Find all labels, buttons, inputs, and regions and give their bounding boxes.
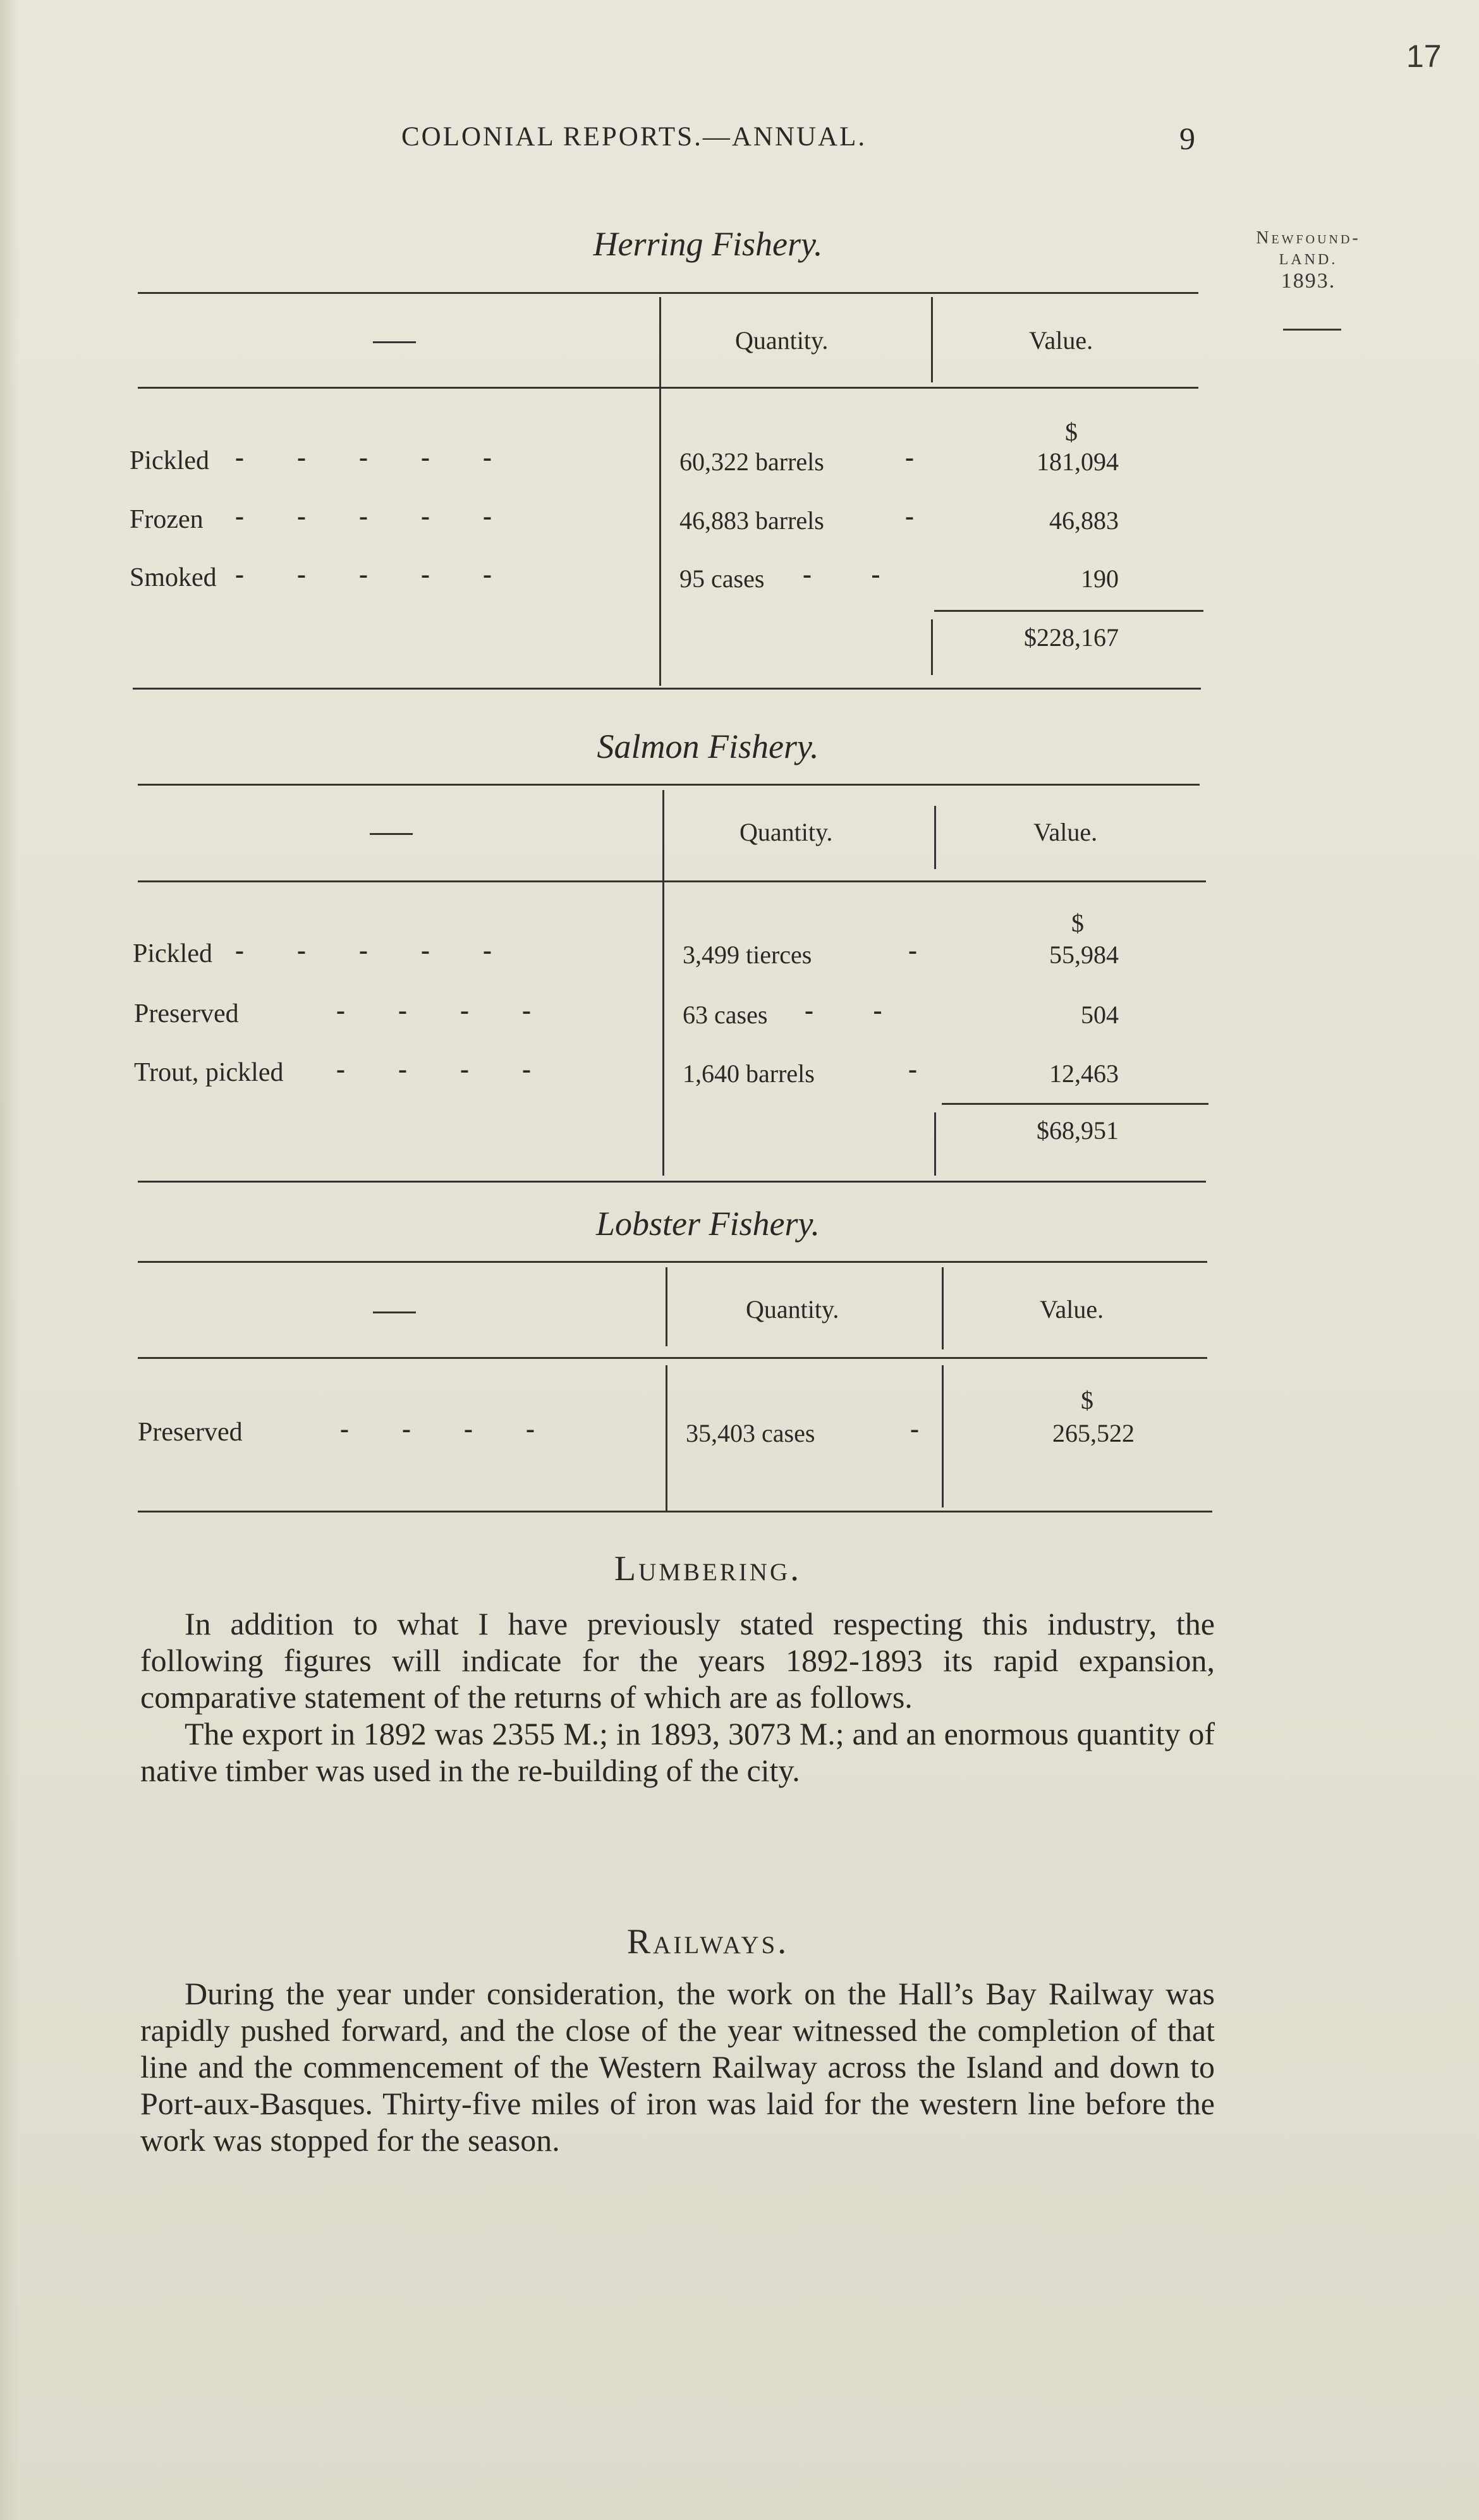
railways-body [140,1975,1215,2158]
lumbering-heading [0,1549,1447,1589]
lumbering-paragraph: In addition to what I have previously stated respecting this industry, the following figures will indicate for the years 1892-1893 its rapid expansion, comparative statement of the returns of which are as follows. [140,1606,1215,1715]
herring-header-rule [138,387,1198,389]
railways-heading [0,1921,1447,1962]
lumbering-body [140,1605,1215,1789]
herring-quantity-header: Quantity. [735,326,829,355]
salmon-row-quantity: 63 cases [683,1001,768,1029]
salmon-row-label: Pickled [133,939,212,968]
herring-table-title: Herring Fishery. [593,225,823,263]
herring-row-label: Smoked [130,563,217,592]
herring-currency-symbol: $ [1065,418,1078,446]
lobster-divider-2a [942,1267,944,1349]
marginal-note-line2: LAND. [1279,252,1338,268]
salmon-row-label: Trout, pickled [134,1058,284,1087]
lumbering-paragraph: The export in 1892 was 2355 M.; in 1893, 3073 M.; and an enormous quantity of native timber was used in the re-building of the city. [140,1716,1215,1788]
lobster-row-label: Preserved [138,1418,243,1447]
salmon-row-label: Preserved [134,999,239,1028]
marginal-rule [1283,329,1341,331]
herring-row-label: Frozen [130,505,204,534]
salmon-row-leaders: - - - - [336,996,531,1025]
herring-row-value: 181,094 [1037,447,1119,476]
salmon-total-value: $68,951 [1037,1116,1119,1145]
herring-row-value: 190 [1081,564,1119,593]
herring-bottom-rule [133,688,1201,690]
railways-paragraph: During the year under consideration, the work on the Hall’s Bay Railway was rapidly pushed forward, and the close of the year witnessed the completion of that line and the commencement of the Western Railway across the Island and down to Port-aux-Basques. Thirty-five miles of iron was laid for the western line before the work was stopped for the season. [140,1976,1215,2158]
folio-number: 9 [1179,121,1195,156]
herring-blank-header [373,341,416,343]
lobster-row-quantity: 35,403 cases [686,1419,815,1447]
herring-row-quantity: 95 cases [679,564,765,593]
salmon-value-header: Value. [1033,818,1098,846]
lobster-row-leaders: - - - - [340,1415,535,1444]
salmon-row-value: 12,463 [1049,1059,1119,1088]
salmon-row-quantity: 3,499 tierces [683,940,812,969]
salmon-row-value: 504 [1081,1001,1119,1029]
marginal-note-line1: Newfound- [1256,228,1361,248]
salmon-table-title: Salmon Fishery. [597,727,819,765]
salmon-row-leader-qty: - [908,1055,917,1084]
herring-sum-rule [934,610,1203,612]
lobster-row-leader-qty: - [910,1415,919,1444]
herring-row-leaders: - - - - - [235,502,492,531]
page-stamp-number: 17 [1406,39,1442,74]
herring-row-quantity: 60,322 barrels [679,447,824,476]
salmon-bottom-rule [138,1181,1206,1183]
lobster-header-rule [138,1357,1207,1359]
salmon-divider-2a [934,806,936,869]
herring-row-leaders: - - - - - [235,560,492,589]
lobster-divider-2b [942,1365,944,1507]
running-head: COLONIAL REPORTS.—ANNUAL. [401,122,867,152]
lobster-currency-symbol: $ [1081,1386,1093,1415]
salmon-blank-header [370,833,413,835]
salmon-sum-rule [942,1103,1208,1105]
salmon-currency-symbol: $ [1071,909,1084,937]
lobster-divider-1a [666,1267,667,1346]
herring-row-leader-qty: - - [803,560,880,589]
lobster-table-title: Lobster Fishery. [595,1205,820,1243]
herring-row-label: Pickled [130,446,209,475]
lobster-row-value: 265,522 [1052,1419,1135,1447]
herring-total-value: $228,167 [1024,623,1119,652]
lobster-blank-header [373,1312,416,1313]
railways-heading-text: Railways. [626,1922,789,1961]
salmon-divider-2b [934,1112,936,1176]
salmon-row-leader-qty: - - [805,996,882,1025]
lobster-divider-1b [666,1365,667,1511]
lobster-quantity-header: Quantity. [746,1295,839,1324]
herring-divider-2a [931,297,933,382]
herring-divider-1 [659,297,661,686]
herring-row-quantity: 46,883 barrels [679,506,824,535]
salmon-row-leader-qty: - [908,936,917,965]
salmon-row-leaders: - - - - [336,1055,531,1084]
salmon-row-leaders: - - - - - [235,936,492,965]
lumbering-heading-text: Lumbering. [614,1549,802,1588]
herring-divider-2b [931,619,933,675]
marginal-note-year: 1893. [1281,269,1336,293]
herring-row-leader-qty: - [905,443,914,472]
salmon-quantity-header: Quantity. [740,818,833,846]
herring-row-value: 46,883 [1049,506,1119,535]
lobster-value-header: Value. [1040,1295,1104,1324]
salmon-top-rule [138,784,1200,786]
lobster-bottom-rule [138,1511,1212,1513]
salmon-divider-1 [662,790,664,1176]
salmon-row-quantity: 1,640 barrels [683,1059,815,1088]
salmon-header-rule [138,880,1206,882]
herring-top-rule [138,292,1198,294]
salmon-row-value: 55,984 [1049,940,1119,969]
herring-value-header: Value. [1029,326,1093,355]
herring-row-leaders: - - - - - [235,443,492,472]
lobster-top-rule [138,1261,1207,1263]
herring-row-leader-qty: - [905,502,914,531]
